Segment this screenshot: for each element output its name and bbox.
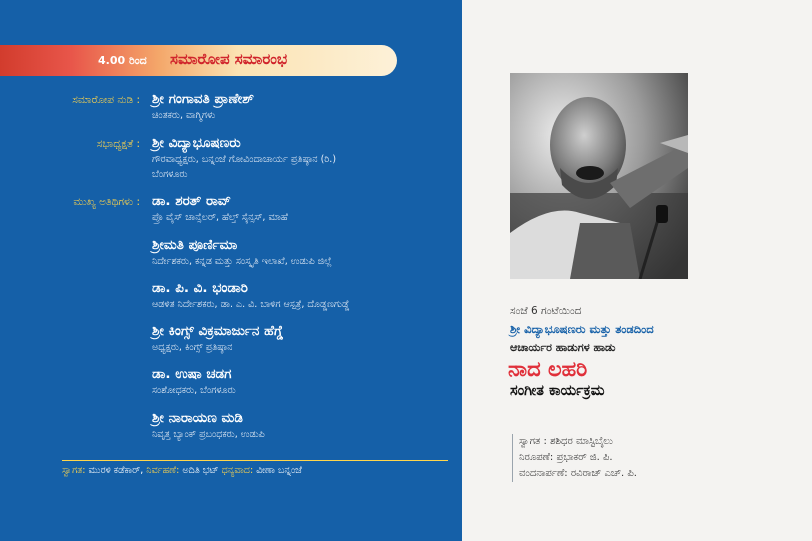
concert-troupe: ಶ್ರೀ ವಿದ್ಯಾಭೂಷಣರು ಮತ್ತು ತಂಡದಿಂದ [510,322,654,336]
speaker-name: ಡಾ. ಶರತ್ ರಾವ್ [152,193,231,209]
welcome-name: ಮುರಳಿ ಕಡೆಕಾರ್, [88,465,144,476]
footer-divider [62,460,448,461]
speaker-name: ಡಾ. ಉಷಾ ಚಡಗ [152,366,232,382]
speaker-name: ಶ್ರೀ ವಿದ್ಯಾಭೂಷಣರು [152,135,241,151]
concert-time: ಸಂಜೆ 6 ಗಂಟೆಯಿಂದ [510,305,582,317]
host-name: ಅದಿತಿ ಭಟ್ [182,465,219,476]
performer-photo [510,73,688,279]
speaker-desc: ನಿರ್ದೇಶಕರು, ಕನ್ನಡ ಮತ್ತು ಸಂಸ್ಕೃತಿ ಇಲಾಖೆ, ಉಡುಪಿ ಜಿಲ್ಲೆ [152,256,332,267]
performer-photo-art [510,73,688,279]
concert-title: ನಾದ ಲಹರಿ [508,357,588,381]
speaker-desc: ಅಧ್ಯಕ್ಷರು, ಕಿಂಗ್ಸ್ ಪ್ರತಿಷ್ಠಾನ [152,342,233,353]
thanks-name: ವೀಣಾ ಬನ್ನಂಜೆ [256,465,302,476]
session-time: 4.00 ರಿಂದ [98,54,147,67]
footer-credits [62,465,302,476]
speaker-name: ಡಾ. ಪಿ. ವಿ. ಭಂಡಾರಿ [152,280,248,296]
speaker-desc: ಗೌರವಾಧ್ಯಕ್ಷರು, ಬನ್ನಂಜೆ ಗೋವಿಂದಾಚಾರ್ಯ ಪ್ರತಿಷ್ಠಾನ (ರಿ.) [152,154,337,165]
speaker-desc: ಚಿಂತಕರು, ವಾಗ್ಮಿಗಳು [152,110,216,121]
speaker-desc: ಸಂಶೋಧಕರು, ಬೆಂಗಳೂರು [152,385,236,396]
session-banner [0,45,397,76]
credit-host: ನಿರೂಪಣೆ: ಪ್ರಭಾಕರ್ ಜಿ. ಪಿ. [519,452,613,463]
welcome-label: ಸ್ವಾಗತ: [62,465,86,476]
speaker-name: ಶ್ರೀ ನಾರಾಯಣ ಮಡಿ [152,410,243,426]
credit-thanks: ವಂದನಾರ್ಪಣೆ: ರವಿರಾಜ್ ಎಚ್. ಪಿ. [519,468,637,479]
speaker-desc: ನಿವೃತ್ತ ಬ್ಯಾಂಕ್ ಪ್ರಬಂಧಕರು, ಉಡುಪಿ [152,429,265,440]
thanks-label: ಧನ್ಯವಾದ: [221,465,254,476]
speaker-desc: ಬೆಂಗಳೂರು [152,169,188,180]
session-title: ಸಮಾರೋಪ ಸಮಾರಂಭ [170,50,288,68]
role-label: ಸಮಾರೋಪ ನುಡಿ : [72,94,140,106]
speaker-name: ಶ್ರೀ ಗಂಗಾವತಿ ಪ್ರಾಣೇಶ್ [152,91,254,107]
speaker-name: ಶ್ರೀಮತಿ ಪೂರ್ಣಿಮಾ [152,237,238,253]
speaker-desc: ಆಡಳಿತ ನಿರ್ದೇಶಕರು, ಡಾ. ಎ. ವಿ. ಬಾಳಿಗ ಆಸ್ಪತ್ರೆ, ದೊಡ್ಡಣಗುಡ್ಡೆ [152,299,350,310]
role-label: ಮುಖ್ಯ ಅತಿಥಿಗಳು : [73,196,140,208]
concert-type: ಸಂಗೀತ ಕಾರ್ಯಕ್ರಮ [510,383,605,399]
concert-subtitle: ಆಚಾರ್ಯರ ಹಾಡುಗಳ ಹಾಡು [510,341,616,354]
speaker-name: ಶ್ರೀ ಕಿಂಗ್ಸ್ ವಿಕ್ರಮಾರ್ಜುನ ಹೆಗ್ಡೆ [152,323,284,339]
role-label: ಸಭಾಧ್ಯಕ್ಷತೆ : [96,138,140,150]
speaker-desc: ಪ್ರೊ ವೈಸ್ ಚಾನ್ಸೆಲರ್, ಹೆಲ್ತ್ ಸೈನ್ಸಸ್, ಮಾಹೆ [152,212,288,223]
credit-welcome: ಸ್ವಾಗತ : ಶಶಿಧರ ಮಾಸ್ಟಿಬೈಲು [519,436,613,447]
host-label: ನಿರ್ವಹಣೆ: [146,465,180,476]
concert-credits [512,434,637,482]
